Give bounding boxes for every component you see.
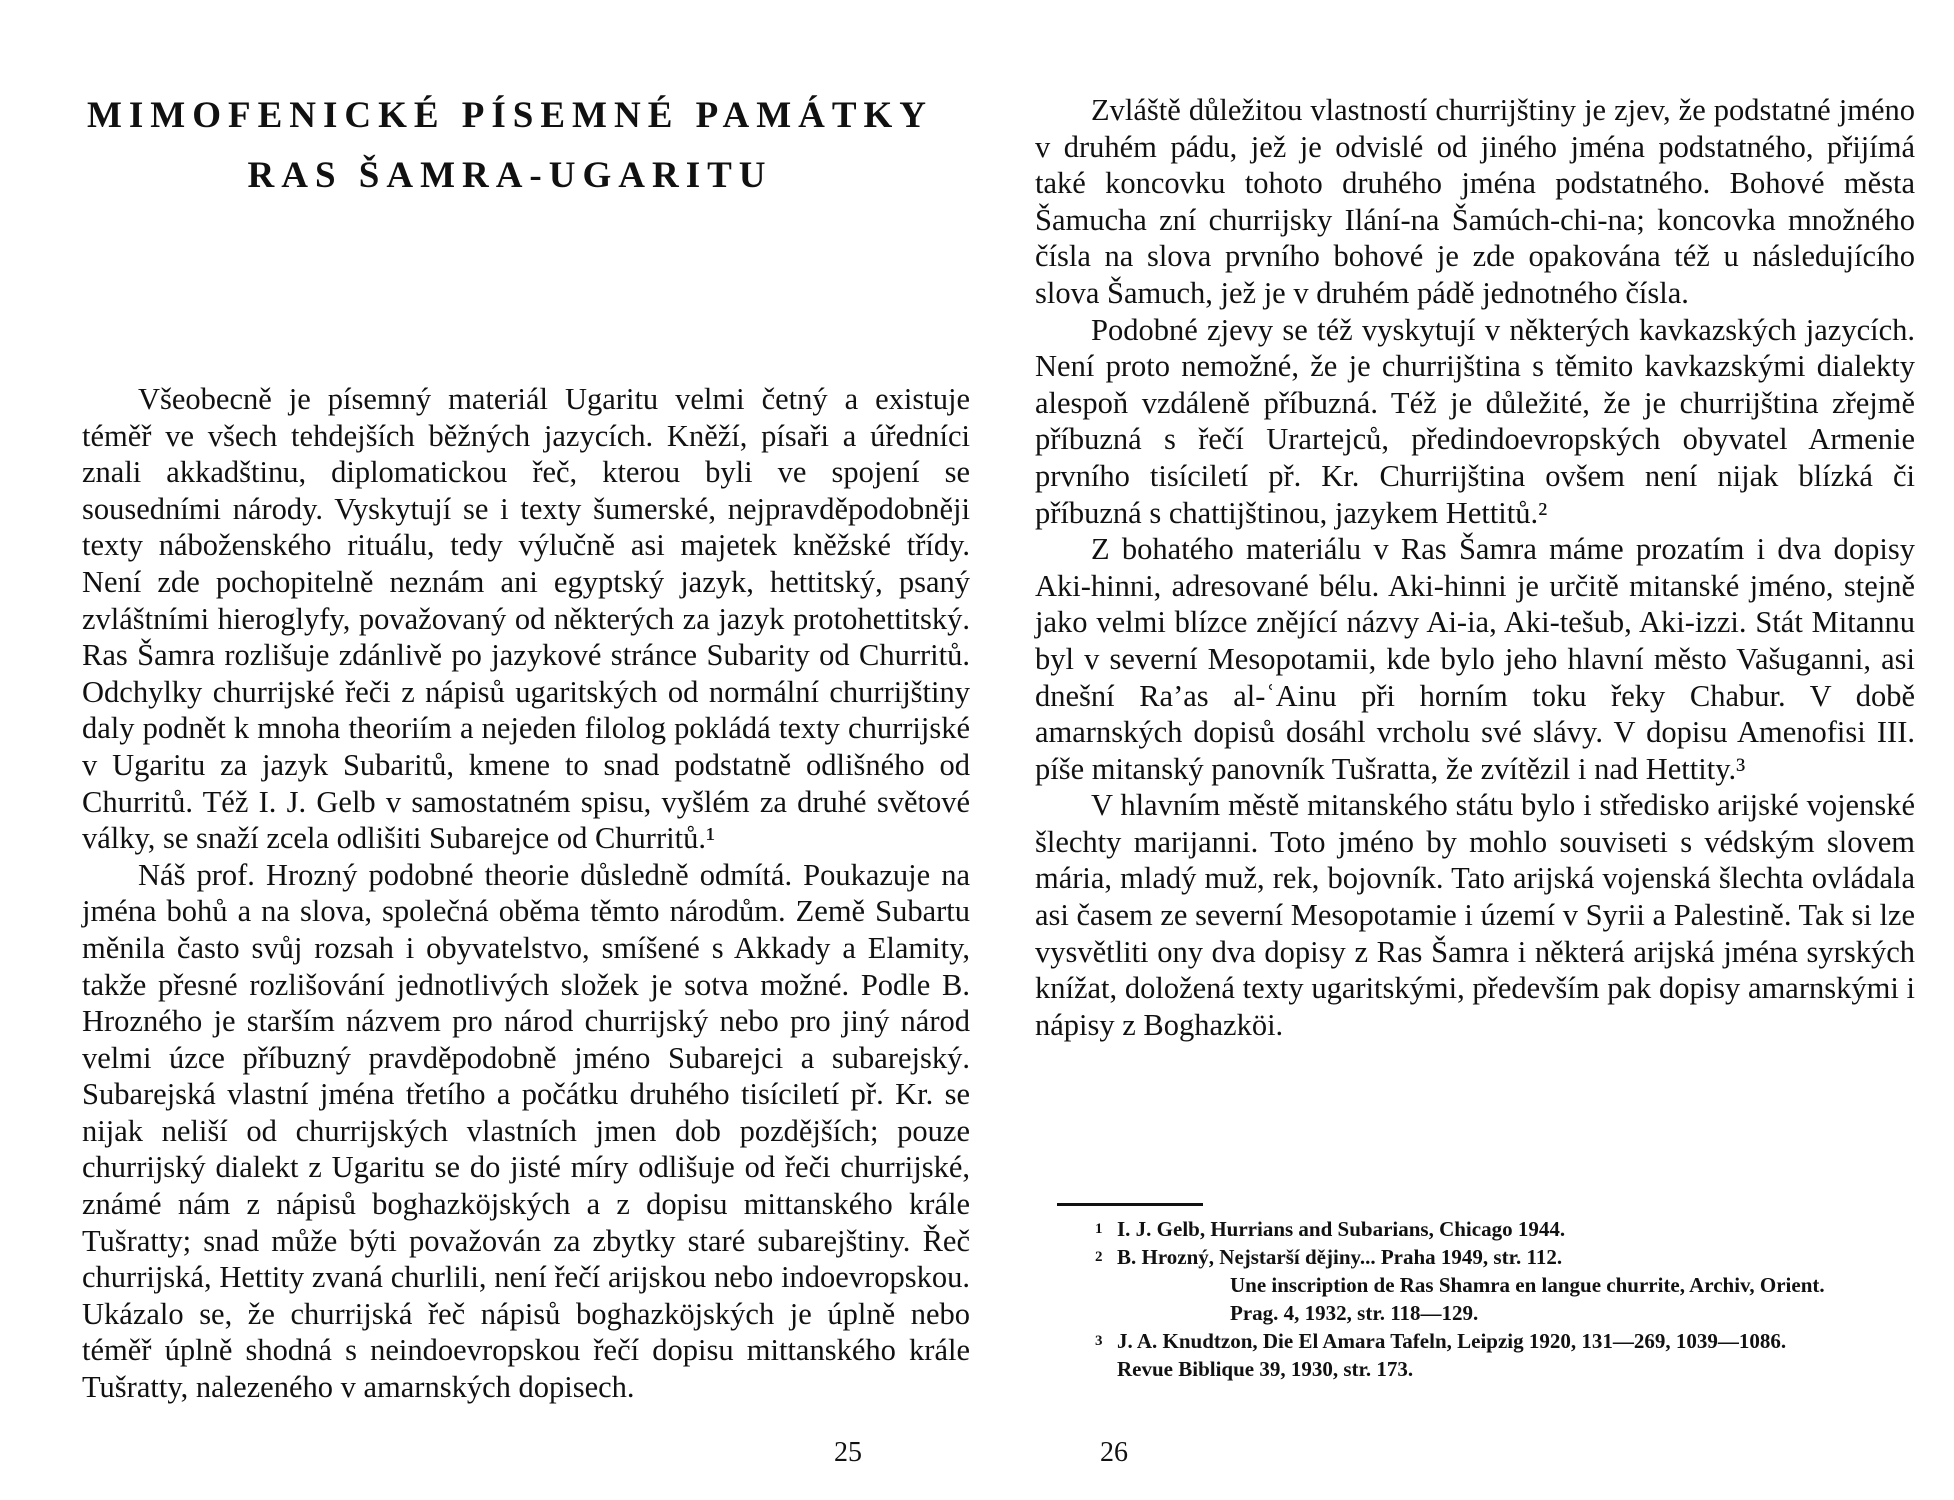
footnote-divider bbox=[1057, 1203, 1203, 1206]
footnote-marker: 1 bbox=[1095, 1221, 1103, 1237]
chapter-title-line-2: RAS ŠAMRA-UGARITU bbox=[247, 155, 773, 196]
paragraph: Podobné zjevy se též vyskytují v některých kavkazských jazycích. Není proto nemožné, že je churrijština s těmito kavkazskými dialekty alespoň vzdáleně příbuzná. Též je důležité, že je churrijština zřejmě příbuzná s řečí Urartejců, předindoevropských obyvatel Armenie prvního tisíciletí př. Kr. Churrijština ovšem není nijak blízká či příbuzná s chattijštinou, jazykem Hettitů.² bbox=[1035, 312, 1915, 530]
footnote-3-continuation: Revue Biblique 39, 1930, str. 173. bbox=[1117, 1357, 1414, 1381]
footnote-text: B. Hrozný, Nejstarší dějiny... Praha 1949, str. 112. bbox=[1117, 1245, 1563, 1269]
paragraph: Všeobecně je písemný materiál Ugaritu velmi četný a existuje téměř ve všech tehdejších běžných jazycích. Kněží, písaři a úředníci znali akkadštinu, diplomatickou řeč, kterou byli ve spojení se sousedními národy. Vyskytují se i texty šumerské, nejpravděpodobněji texty náboženského rituálu, tedy výlučně asi majetek kněžské třídy. Není zde pochopitelně neznám ani egyptský jazyk, hettitský, psaný zvláštními hieroglyfy, považovaný od některých za jazyk protohettitský. Ras Šamra rozlišuje zdánlivě po jazykové stránce Subarity od Churritů. Odchylky churrijské řeči z nápisů ugaritských od normální churrijštiny daly podnět k mnoha theoriím a nejeden filolog pokládá texty churrijské v Ugaritu za jazyk Subaritů, kmene to snad podstatně odlišného od Churritů. Též I. J. Gelb v samostatném spisu, vyšlém za druhé světové války, se snaží zcela odlišiti Subarejce od Churritů.¹ bbox=[82, 382, 970, 856]
paragraph: Náš prof. Hrozný podobné theorie důsledně odmítá. Poukazuje na jména bohů a na slova, společná oběma těmto národům. Země Subartu měnila často svůj rozsah i obyvatelstvo, smíšené s Akkady a Elamity, takže přesné rozlišování jednotlivých složek je sotva možné. Podle B. Hrozného je starším názvem pro národ churrijský nebo pro jiný národ velmi úzce příbuzný pravděpodobně jméno Subarejci a subarejský. Subarejská vlastní jména třetího a počátku druhého tisíciletí př. Kr. se nijak neliší od churrijských vlastních jmen dob pozdějších; pouze churrijský dialekt z Ugaritu se do jisté míry odlišuje od řeči churrijské, známé nám z nápisů boghazköjských a z dopisu mittanského krále Tušratty; snad může býti považován za zbytky staré subarejštiny. Řeč churrijská, Hettity zvaná churlili, není řečí arijskou nebo indoevropskou. Ukázalo se, že churrijská řeč nápisů boghazköjských je úplně nebo téměř úplně shodná s neindoevropskou řečí dopisu mittanského krále Tušratty, nalezeného v amarnských dopisech. bbox=[82, 857, 970, 1405]
footnote-2 bbox=[1095, 1243, 1954, 1271]
footnote-marker: 3 bbox=[1095, 1333, 1103, 1349]
footnote-2-continuation: Prag. 4, 1932, str. 118—129. bbox=[1230, 1301, 1479, 1325]
footnotes bbox=[1095, 1215, 1954, 1383]
right-page bbox=[1035, 0, 1915, 1500]
page-number: 25 bbox=[834, 1437, 862, 1468]
footnote-marker: 2 bbox=[1095, 1249, 1103, 1265]
footnote-1 bbox=[1095, 1215, 1954, 1243]
page-number: 26 bbox=[1100, 1437, 1128, 1468]
footnote-text: J. A. Knudtzon, Die El Amara Tafeln, Leipzig 1920, 131—269, 1039—1086. bbox=[1117, 1329, 1787, 1353]
footnote-3 bbox=[1095, 1327, 1954, 1355]
paragraph: V hlavním městě mitanského státu bylo i středisko arijské vojenské šlechty marijanni. Toto jméno by mohlo souviseti s védským slovem mária, mladý muž, rek, bojovník. Tato arijská vojenská šlechta ovládala asi časem ze severní Mesopotamie i území v Syrii a Palestině. Tak si lze vysvětliti ony dva dopisy z Ras Šamra i některá arijská jména syrských knížat, doložená texty ugaritskými, především pak dopisy amarnskými i nápisy z Boghazköi. bbox=[1035, 788, 1915, 1042]
paragraph: Zvláště důležitou vlastností churrijštiny je zjev, že podstatné jméno v druhém pádu, jež je odvislé od jiného jména podstatného, přijímá také koncovku tohoto druhého jména podstatného. Bohové města Šamucha zní churrijsky Ilání-na Šamúch-chi-na; koncovka množného čísla na slova prvního bohové je zde opakována též u následujícího slova Šamuch, jež je v druhém pádě jednotného čísla. bbox=[1035, 93, 1915, 310]
chapter-title bbox=[80, 86, 940, 206]
paragraph: Z bohatého materiálu v Ras Šamra máme prozatím i dva dopisy Aki-hinni, adresované bélu. Aki-hinni je určitě mitanské jméno, stejně jako velmi blízce znějící názvy Ai-ia, Aki-tešub, Aki-izzi. Stát Mitannu byl v severní Mesopotamii, kde bylo jeho hlavní město Vašuganni, asi dnešní Ra’as al-ʿAinu při horním toku řeky Chabur. V době amarnských dopisů dosáhl vrcholu své slávy. V dopisu Amenofisi III. píše mitanský panovník Tušratta, že zvítězil i nad Hettity.³ bbox=[1035, 532, 1915, 786]
footnote-2-continuation: Une inscription de Ras Shamra en langue churrite, Archiv, Orient. bbox=[1230, 1273, 1825, 1297]
left-page bbox=[40, 0, 970, 1500]
right-body-text bbox=[1035, 92, 1915, 1043]
footnote-text: I. J. Gelb, Hurrians and Subarians, Chicago 1944. bbox=[1117, 1217, 1566, 1241]
left-body-text bbox=[82, 381, 970, 1406]
chapter-title-line-1: MIMOFENICKÉ PÍSEMNÉ PAMÁTKY bbox=[86, 95, 934, 136]
